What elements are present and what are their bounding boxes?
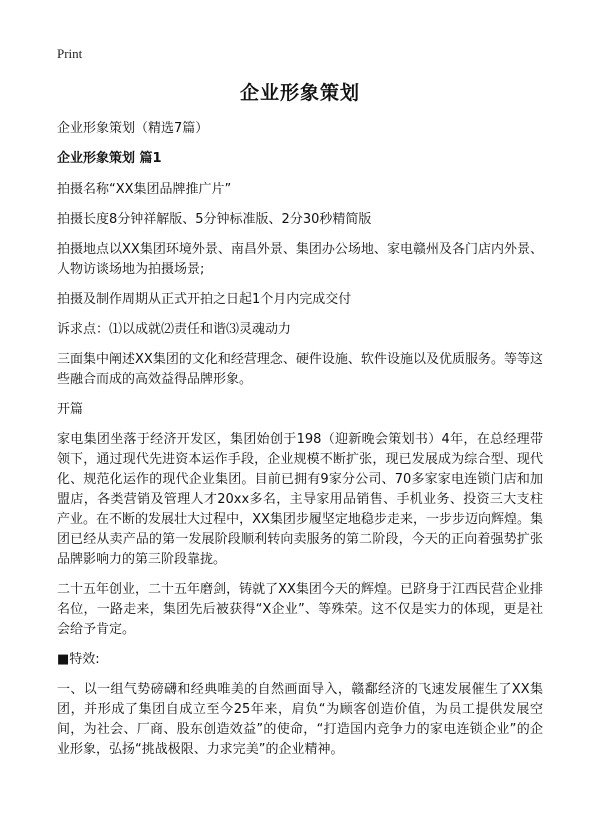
- print-label: Print: [57, 46, 83, 61]
- paragraph-shoot-length: 拍摄长度8分钟祥解版、5分钟标准版、2分30秒精简版: [57, 212, 372, 227]
- effects-heading: ■特效:: [57, 652, 100, 667]
- paragraph-production-period: 拍摄及制作周期从正式开拍之日起1个月内完成交付: [57, 292, 352, 307]
- document-body: [57, 119, 543, 770]
- section-title: 企业形象策划 篇1: [57, 151, 162, 166]
- paragraph-shoot-name: 拍摄名称“XX集团品牌推广片”: [57, 182, 232, 197]
- opening-heading: 开篇: [57, 402, 84, 417]
- paragraph-company-intro: 家电集团坐落于经济开发区，集团始创于198（迎新晚会策划书）4年，在总经理带领下，通过现代先进资本运作手段，企业规模不断扩张，现已发展成为综合型、现代化、规范化运作的现代企业集团。目前已拥有9家分公司、70多家家电连锁门店和加盟店，各类营销及管理人才20xx多名，主导家用品销售、手机业务、投资三大支柱产业。在不断的发展壮大过程中，XX集团步履坚定地稳步走来，一步步迈向辉煌。集团已经从卖产品的第一发展阶段顺利转向卖服务的第二阶段，今天的正向着强势扩张品牌影响力的第三阶段靠拢。: [57, 432, 543, 567]
- paragraph-company-history: 二十五年创业，二十五年磨剑，铸就了XX集团今天的辉煌。已跻身于江西民营企业排名位，一路走来，集团先后被获得“X企业”、等殊荣。这不仅是实力的体现，更是社会给予肯定。: [57, 582, 543, 637]
- paragraph-brand-image: 三面集中阐述XX集团的文化和经营理念、硬件设施、软件设施以及优质服务。等等这些融合而成的高效益得品牌形象。: [57, 352, 543, 387]
- paragraph-effects: 一、以一组气势磅礴和经典唯美的自然画面导入，赣鄱经济的飞速发展催生了XX集团，并形成了集团自成立至今25年来，肩负“为顾客创造价值，为员工提供发展空间，为社会、厂商、股东创造效益”的使命，“打造国内竞争力的家电连锁企业”的企业形象，弘扬“挑战极限、力求完美”的企业精神。: [57, 682, 543, 757]
- document-title: 企业形象策划: [239, 82, 360, 104]
- paragraph-appeal-points: 诉求点：⑴以成就⑵责任和谐⑶灵魂动力: [57, 322, 292, 337]
- document-subtitle: 企业形象策划（精选7篇）: [57, 121, 209, 136]
- paragraph-shoot-location: 拍摄地点以XX集团环境外景、南昌外景、集团办公场地、家电赣州及各门店内外景、人物访谈场地为拍摄场景;: [57, 242, 543, 277]
